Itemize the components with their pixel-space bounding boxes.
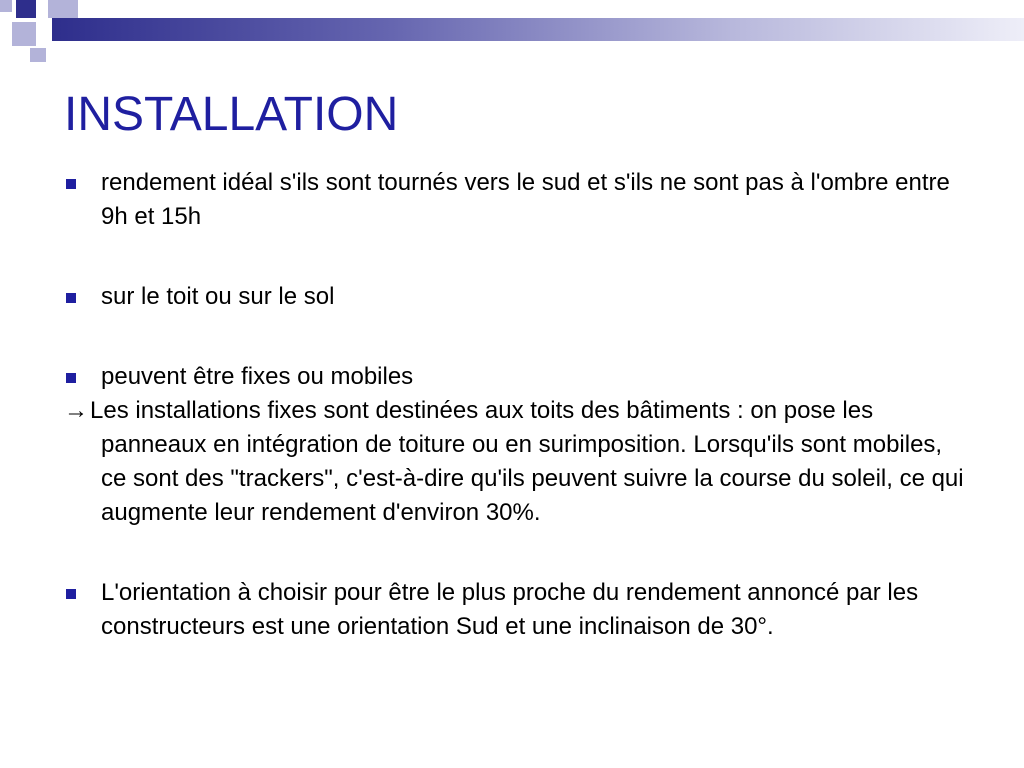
bullet-item: [64, 576, 964, 644]
decorative-square: [16, 0, 36, 18]
square-bullet-icon: [66, 179, 76, 189]
bullet-text: peuvent être fixes ou mobiles: [101, 363, 414, 390]
arrow-paragraph-text: Les installations fixes sont destinées aux toits des bâtiments : on pose les panneaux en intégration de toiture ou en surimposition. Lorsqu'ils sont mobiles, ce sont des "trackers", c'est-à-dire qu'ils peuvent suivre la course du soleil, ce qui augmente leur rendement d'environ 30%.: [90, 397, 964, 526]
slide-content: [64, 166, 964, 644]
bullet-item: [64, 166, 964, 234]
decorative-square: [30, 48, 46, 62]
bullet-text: sur le toit ou sur le sol: [101, 283, 335, 310]
square-bullet-icon: [66, 293, 76, 303]
decorative-square: [12, 22, 36, 46]
slide-title: INSTALLATION: [64, 88, 399, 141]
bullet-text: rendement idéal s'ils sont tournés vers le sud et s'ils ne sont pas à l'ombre entre 9h et 15h: [101, 169, 950, 230]
bullet-text: L'orientation à choisir pour être le plus proche du rendement annoncé par les constructeurs est une orientation Sud et une inclinaison de 30°.: [101, 579, 919, 640]
header-banner: [52, 18, 1024, 41]
bullet-item: [64, 280, 964, 314]
arrow-right-icon: →: [64, 397, 88, 424]
arrow-paragraph: [64, 394, 964, 530]
bullet-item: [64, 360, 964, 394]
square-bullet-icon: [66, 589, 76, 599]
square-bullet-icon: [66, 373, 76, 383]
decorative-square: [48, 0, 78, 18]
decorative-square: [0, 0, 12, 12]
